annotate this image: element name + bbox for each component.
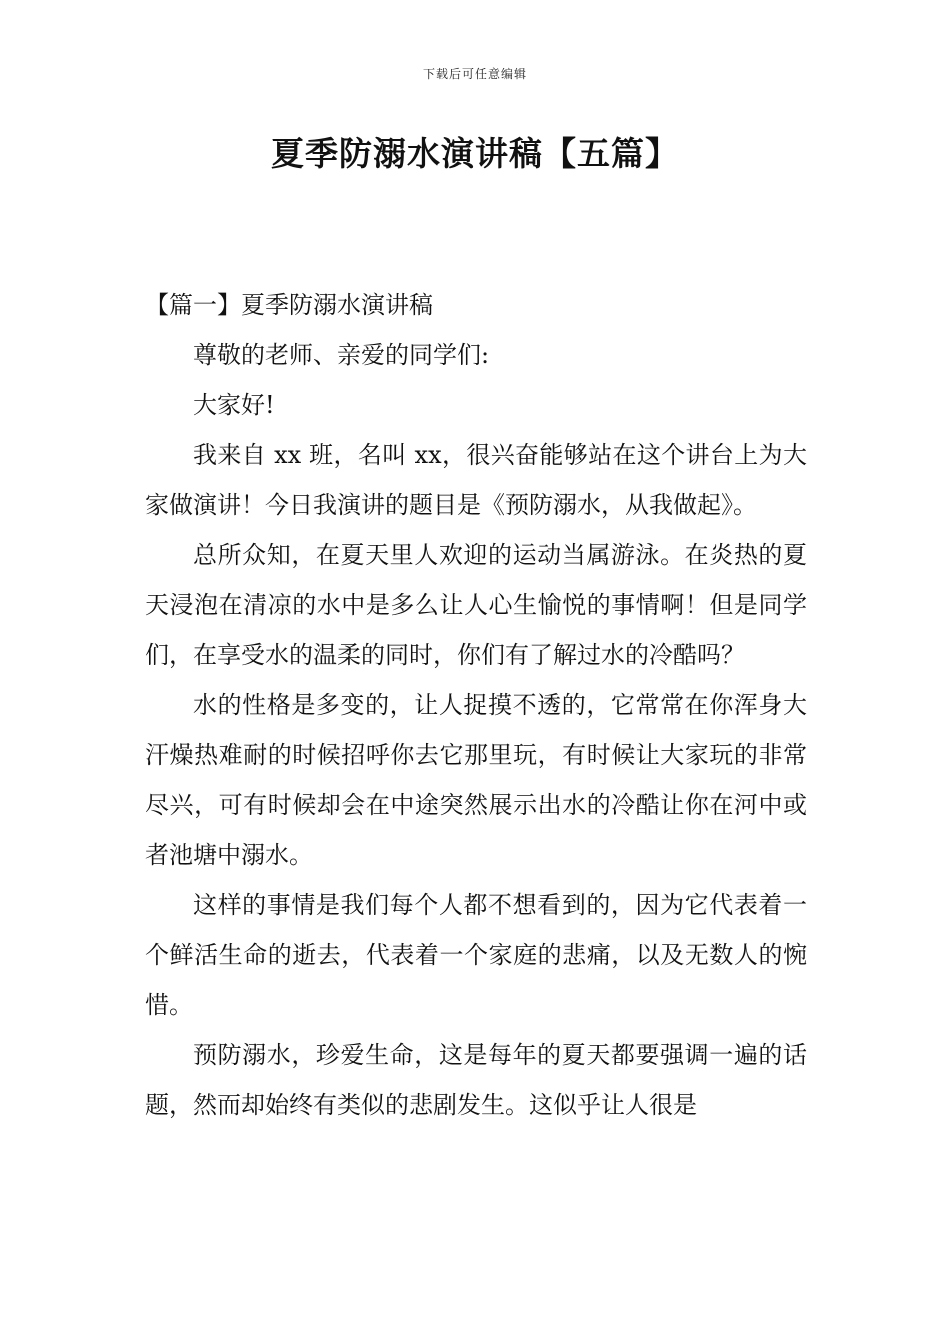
paragraph-swimming: 总所众知，在夏天里人欢迎的运动当属游泳。在炎热的夏天浸泡在清凉的水中是多么让人心生愉悦的事情啊！但是同学们，在享受水的温柔的同时，你们有了解过水的冷酷吗？ xyxy=(145,541,807,669)
paragraph-greeting: 大家好! xyxy=(193,391,275,419)
document-title: 夏季防溺水演讲稿【五篇】 xyxy=(271,134,679,173)
paragraph-prevention: 预防溺水，珍爱生命，这是每年的夏天都要强调一遍的话题，然而却始终有类似的悲剧发生。这似乎让人很是 xyxy=(145,1041,807,1119)
paragraph-introduction: 我来自 xx 班，名叫 xx，很兴奋能够站在这个讲台上为大家做演讲！今日我演讲的题目是《预防溺水，从我做起》。 xyxy=(145,441,807,519)
document-body xyxy=(145,280,807,1130)
paragraph-salutation: 尊敬的老师、亲爱的同学们: xyxy=(193,341,490,369)
section-heading: 【篇一】夏季防溺水演讲稿 xyxy=(145,291,433,319)
header-note: 下载后可任意编辑 xyxy=(422,67,527,81)
paragraph-water-nature: 水的性格是多变的，让人捉摸不透的，它常常在你浑身大汗燥热难耐的时候招呼你去它那里玩，有时候让大家玩的非常尽兴，可有时候却会在中途突然展示出水的冷酷让你在河中或者池塘中溺水。 xyxy=(145,691,807,869)
paragraph-tragedy: 这样的事情是我们每个人都不想看到的，因为它代表着一个鲜活生命的逝去，代表着一个家庭的悲痛，以及无数人的惋惜。 xyxy=(145,891,807,1019)
